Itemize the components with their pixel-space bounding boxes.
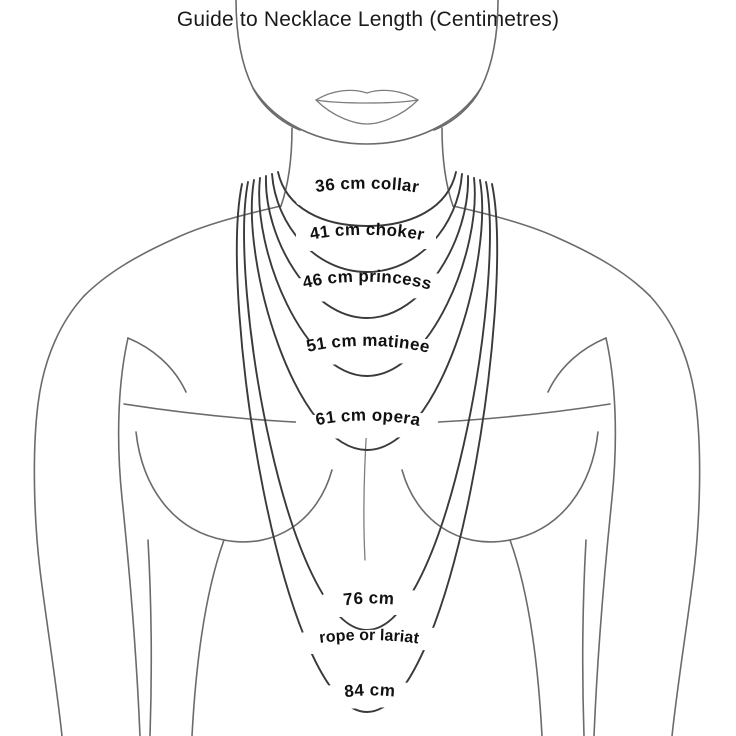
label-opera: 61 cm opera [313,405,423,430]
mouth-icon [316,90,418,124]
label-matinee: 51 cm matinee [304,330,432,357]
label-rope-subtitle: rope or lariat [318,627,420,648]
label-collar: 36 cm collar [313,173,421,197]
label-choker: 41 cm choker [308,219,427,245]
head-outline [236,0,498,144]
label-princess: 46 cm princess [300,266,435,294]
page-title: Guide to Necklace Length (Centimetres) [176,8,560,31]
label-rope: 76 cm [342,588,395,610]
label-lariat: 84 cm [343,680,396,702]
